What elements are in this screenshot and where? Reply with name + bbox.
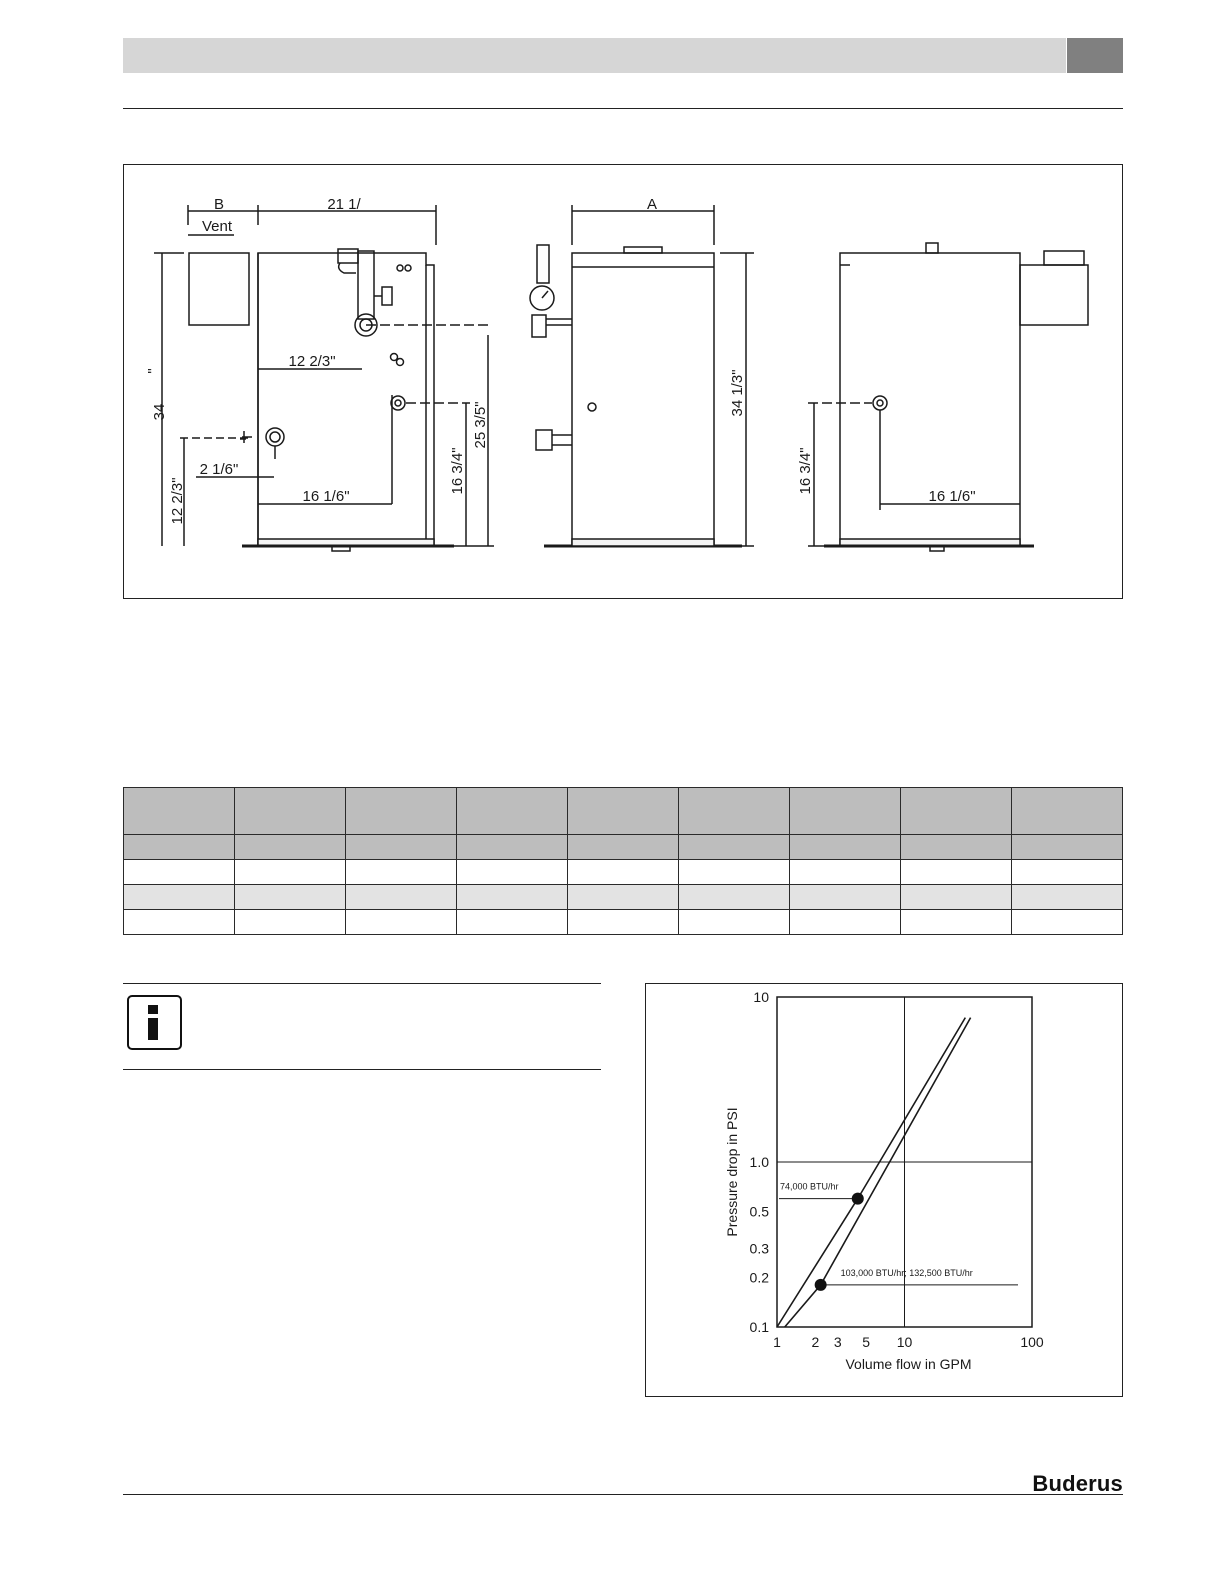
table-cell xyxy=(901,860,1012,885)
series-line-1 xyxy=(777,1018,965,1327)
table-cell xyxy=(901,835,1012,860)
table-cell xyxy=(568,788,679,835)
table-cell xyxy=(346,885,457,910)
label-2-16: 2 1/6" xyxy=(199,461,239,478)
label-16-34-right: 16 3/4" xyxy=(797,447,814,495)
table-cell xyxy=(901,885,1012,910)
label-34-13: 34 1/3" xyxy=(729,369,746,417)
table-row xyxy=(124,885,1123,910)
table-cell xyxy=(457,885,568,910)
table-cell xyxy=(679,788,790,835)
table-cell xyxy=(568,910,679,935)
x-tick-label: 2 xyxy=(811,1334,820,1350)
note-top-rule xyxy=(123,983,601,984)
label-25-35: 25 3/5" xyxy=(472,401,489,449)
note-bottom-rule xyxy=(123,1069,601,1070)
label-b: B xyxy=(213,196,225,213)
table-header-row xyxy=(124,788,1123,835)
data-point-marker xyxy=(815,1279,827,1291)
table-cell xyxy=(568,860,679,885)
label-a: A xyxy=(646,196,658,213)
table-cell xyxy=(1012,885,1123,910)
table-cell xyxy=(679,835,790,860)
footer-rule xyxy=(123,1494,1123,1495)
table-cell xyxy=(235,910,346,935)
data-point-marker xyxy=(852,1193,864,1205)
y-tick-label: 1.0 xyxy=(749,1154,769,1170)
table-cell xyxy=(124,885,235,910)
table-cell xyxy=(1012,910,1123,935)
table-cell xyxy=(346,835,457,860)
table-cell xyxy=(457,860,568,885)
y-tick-label: 10 xyxy=(753,989,769,1005)
label-12-23-top: 12 2/3" xyxy=(288,353,336,370)
table-cell xyxy=(1012,788,1123,835)
marker-label: 74,000 BTU/hr xyxy=(780,1181,839,1192)
y-tick-label: 0.1 xyxy=(749,1319,769,1335)
table-cell xyxy=(679,910,790,935)
series-line-2 xyxy=(785,1018,971,1327)
x-tick-label: 3 xyxy=(833,1334,842,1350)
header-section-tab xyxy=(1067,38,1123,73)
table-cell xyxy=(790,885,901,910)
label-width-21: 21 1/ xyxy=(327,196,361,213)
header-rule xyxy=(123,108,1123,109)
burner-housing-right xyxy=(1020,265,1088,325)
y-axis-label: Pressure drop in PSI xyxy=(724,1107,740,1237)
burner-housing-left xyxy=(189,253,249,325)
y-tick-label: 0.2 xyxy=(749,1269,769,1286)
table-cell xyxy=(679,860,790,885)
table-cell xyxy=(346,788,457,835)
header-bar xyxy=(123,38,1066,73)
table-cell xyxy=(457,835,568,860)
table-cell xyxy=(235,835,346,860)
table-cell xyxy=(901,788,1012,835)
table-cell xyxy=(679,885,790,910)
pressure-drop-chart xyxy=(646,984,1122,1396)
table-cell xyxy=(346,860,457,885)
x-tick-label: 10 xyxy=(896,1334,913,1350)
y-tick-label: 0.5 xyxy=(749,1203,769,1220)
x-tick-label: 1 xyxy=(773,1334,781,1350)
marker-label: 103,000 BTU/hr; 132,500 BTU/hr xyxy=(840,1267,973,1278)
pressure-drop-chart-frame xyxy=(645,983,1123,1397)
table-cell xyxy=(124,835,235,860)
info-icon xyxy=(127,995,182,1050)
boiler-dimension-drawing xyxy=(124,165,1122,598)
table-cell xyxy=(568,885,679,910)
table-cell xyxy=(235,885,346,910)
table-cell xyxy=(124,860,235,885)
dimension-drawing-frame xyxy=(123,164,1123,599)
table-cell xyxy=(790,788,901,835)
table-cell xyxy=(790,860,901,885)
table-cell xyxy=(457,788,568,835)
y-tick-label: 0.3 xyxy=(749,1240,769,1257)
table-row xyxy=(124,835,1123,860)
label-top-height-unit: " xyxy=(145,368,162,374)
label-top-height: 34 xyxy=(151,403,168,421)
table-row xyxy=(124,910,1123,935)
table-cell xyxy=(1012,835,1123,860)
table-cell xyxy=(124,788,235,835)
table-cell xyxy=(235,788,346,835)
label-vent: Vent xyxy=(201,218,233,235)
label-16-16-left: 16 1/6" xyxy=(302,488,350,505)
label-12-23-left: 12 2/3" xyxy=(169,477,186,525)
label-16-16-right: 16 1/6" xyxy=(928,488,976,505)
x-tick-label: 5 xyxy=(862,1334,871,1350)
table-row xyxy=(124,860,1123,885)
table-cell xyxy=(901,910,1012,935)
boiler-body-front xyxy=(572,253,714,546)
table-cell xyxy=(346,910,457,935)
x-axis-label: Volume flow in GPM xyxy=(845,1356,972,1372)
table-cell xyxy=(457,910,568,935)
table-cell xyxy=(790,910,901,935)
buderus-logo: Buderus xyxy=(1032,1471,1123,1496)
table-cell xyxy=(235,860,346,885)
specification-table xyxy=(123,787,1123,935)
table-cell xyxy=(568,835,679,860)
table-cell xyxy=(1012,860,1123,885)
label-16-34-center: 16 3/4" xyxy=(449,447,466,495)
table-cell xyxy=(790,835,901,860)
x-tick-label: 100 xyxy=(1020,1334,1044,1350)
table-cell xyxy=(124,910,235,935)
